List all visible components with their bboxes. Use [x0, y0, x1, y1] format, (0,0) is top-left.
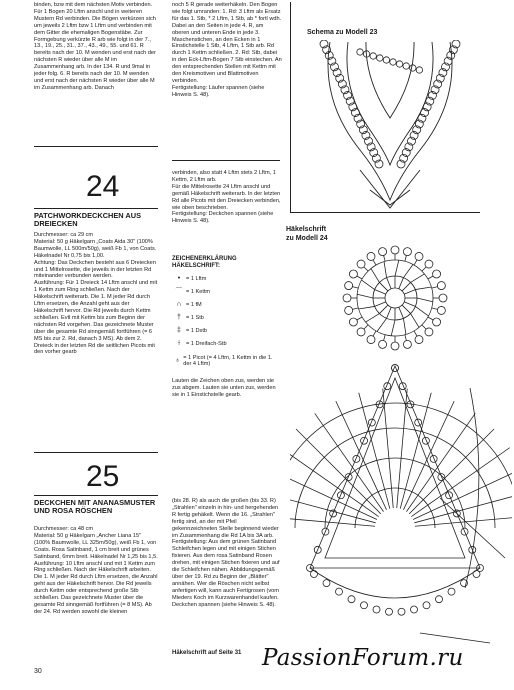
schema-model-23 — [300, 40, 480, 210]
title-rule — [34, 495, 158, 496]
crochet-chart-model-24 — [290, 228, 512, 648]
double-crochet-icon: † — [177, 313, 181, 321]
legend-item: ‡ = 1 Dstb — [172, 324, 278, 337]
single-crochet-icon: ∩ — [176, 300, 182, 308]
page-number: 30 — [34, 668, 42, 675]
text-column-model23-cont — [34, 2, 158, 92]
bead-ring — [357, 49, 363, 55]
body-text: noch 5 R gerade weiterhäkeln. Den Bogen wie folgt umranden: 1. Rd: 3 Lftm als Ersatz für das 1. Stb, * 2 Lftm, 1 Stb, ab * fortl wdh. Dabei an den Seiten in jede 4. R, am oberen und unteren Ende in jede 3. Maschenstichen, an den Ecken in 1 Einstichstelle 1 Stb, 4 Lftm, 1 Stb arb. Rd durch 1 Kettm schließen. 2. Rd: Stb, dabei in den Eck-Lftm-Bogen 7 Stb einstechen. An den entsprechenden Stellen mit Kettm mit den Kreismotiven und Blattmotiven verbinden. Fertigstellung: Läufer spannen (siehe Hinweis S. 48). — [172, 2, 282, 98]
legend-note: Lauten die Zeichen oben zus, werden sie zus abgem. Lauten sie unten zus, werden sie in 1 Einstichstelle gearb. — [172, 378, 276, 398]
model-25-cont — [172, 498, 282, 609]
symbol-legend — [172, 272, 278, 372]
bead-ring — [410, 65, 416, 71]
chain-stitch-icon: • — [177, 274, 181, 282]
bead-ring — [383, 57, 389, 63]
bead-ring — [403, 63, 409, 69]
body-text: binden, bzw mit dem nächsten Motiv verbinden. Für 1 Bogen 20 Lftm anschl und in weiteren Mustern Rd verbinden. Die Bögen verkürzen sich um jeweils 2 Lftm bzw 1 Lftm und verbinden mit dem Gitter die ehemaligen Bogenstäbe. Zur Formgebung verkürzte R arb wie folgt in der 7., 13., 19., 25., 31., 37., 43., 49., 55. und 61. R bereits nach der 10. M wenden und erst nach der nächsten R wieder über alle M im Zusammenhang arb. In der 134. R und 9mal in jeder folg. 6. R bereits nach der 10. M wenden und erst nach der nächsten R wieder über alle M im Zusammenhang arb. Danach — [34, 2, 156, 91]
section-divider — [172, 160, 280, 161]
model-25-title: DECKCHEN MIT ANANASMUSTER UND ROSA RÖSCHEN — [34, 498, 156, 516]
body-text: Durchmesser: ca 29 cm Material: 50 g Häkelgarn „Coats Aida 30" (100% Baumwolle, LL 500m/50g), weiß Fb 1, von Coats. Häkelnadel Nr 0,75 bis 1,00. Achtung: Das Deckchen besteht aus 6 Dreiecken und 1 Mittelrosette, die jeweils in der letzten Rd miteinander verbunden werden. Ausführung: Für 1 Dreieck 14 Lftm anschl und mit 1 Kettm zum Ring schließen. Nach der Häkelschrift weiterarb. Die 1. M jeder Rd durch Lftm ersetzen, die Anzahl geht aus der Häkelschrift hervor. Die Rd jeweils durch Kettm schließen. Evtl mit Kettm bis zum Beginn der nächsten Rd vorgehen. Das gezeichnete Muster über die gesamte Rd sinngemäß fortführen (= 6 MS bis zur 2. Rd, danach 3 MS). Ab dem 2. Dreieck in der letzten Rd die seitlichen Picots mit den vorher gearb — [34, 232, 158, 356]
treble-crochet-icon: ‡ — [177, 326, 181, 334]
legend-item: ∩ = 1 fM — [172, 298, 278, 311]
bead-ring — [390, 59, 396, 65]
chart-reference: Häkelschrift auf Seite 31 — [172, 650, 242, 656]
bead-ring — [377, 55, 383, 61]
model-number-24: 24 — [86, 170, 120, 203]
legend-item: ⌒ = 1 Kettm — [172, 285, 278, 298]
legend-item: † = 1 Stb — [172, 311, 278, 324]
watermark: PassionForum.ru — [262, 645, 464, 671]
model-24-text — [34, 232, 158, 356]
picot-icon: ♁ — [175, 357, 181, 364]
column-divider — [290, 2, 291, 212]
model-24-cont — [172, 170, 282, 225]
bead-ring — [416, 67, 422, 73]
bead-ring — [370, 53, 376, 59]
section-divider — [34, 146, 158, 147]
body-text: (bis 28. R) als auch die großen (bis 33. R) „Strahlen" einzeln in hin- und hergehenden R fertig gehäkelt. Wenn die 16. „Strahlen" fertig sind, an der mit Pfeil gekennzeichneten Stelle beginnend wieder im Zusammenhang die Rd 1A bis 3A arb. Fertigstellung: Aus dem grünen Satinband Schleifchen legen und mit einigen Stichen fixieren. Aus dem rosa Satinband Rosen drehen, mit einigen Stichen fixieren und auf die Schleifchen nähen. Abbildungsgemäß über der 19. Rd zu Beginn der „Blätter" annähen. Wer die Röschen nicht selbst anfertigen will, kann auch Fertigrosen (vom Mieders Koch im Kurzwarenhandel kaufen. Deckchen spannen (siehe Hinweis S. 48). — [172, 498, 280, 608]
legend-item: • = 1 Lftm — [172, 272, 278, 285]
model-25-text — [34, 526, 158, 616]
bead-ring — [396, 61, 402, 67]
model-24-title: PATCHWORKDECKCHEN AUS DREIECKEN — [34, 211, 142, 229]
section-divider — [290, 212, 480, 213]
section-divider — [34, 452, 158, 453]
legend-item: ⟊ = 1 Dreifach-Stb — [172, 337, 278, 350]
text-column-model23-end — [172, 2, 282, 99]
body-text: verbinden, also statt 4 Lftm stets 2 Lftm, 1 Kettm, 2 Lftm arb. Für die Mittelrosette 24 Lftm anschl und gemäß Häkelschrift weiterarb. In der letzten Rd alle Picots mit den Dreiecken verbinden, wie oben beschrieben. Fertigstellung: Deckchen spannen (siehe Hinweis S. 48). — [172, 170, 281, 225]
body-text: Durchmesser: ca 48 cm Material: 50 g Häkelgarn „Ancher Liana 15" (100% Baumwolle, LL 325m/50g), weiß Fb 1, von Coats. Rosa Satinband, 1 cm breit und grünes Satinband, 6mm breit. Häkelnadel Nr 1,25 bis 1,5. Ausführung: 10 Lftm anschl und mit 1 Kettm zum Ring schließen. Nach der Häkelschrift arbeiten. Die 1. M jeder Rd durch Lftm ersetzen, die Anzahl geht aus der Häkelschrift hervor. Die Rd jeweils durch Kettm oder entsprechend große Stb schließen. Das gezeichnete Muster über die gesamte Rd sinngemäß fortführen (= 8 MS). Ab der 24. Rd werden sowohl die kleinen — [34, 526, 158, 615]
legend-heading: ZEICHENERKLÄRUNG HÄKELSCHRIFT: — [172, 256, 237, 269]
triple-treble-icon: ⟊ — [178, 339, 180, 347]
title-rule — [34, 208, 158, 209]
slip-stitch-icon: ⌒ — [175, 287, 183, 295]
crochet-chart-title: Häkelschrift zu Modell 24 — [286, 226, 328, 242]
model-number-25: 25 — [86, 460, 120, 493]
schema-title: Schema zu Modell 23 — [307, 29, 378, 36]
legend-item: ♁ = 1 Picot (= 4 Lftm, 1 Kettm in die 1. der 4 Lftm) — [172, 350, 278, 372]
